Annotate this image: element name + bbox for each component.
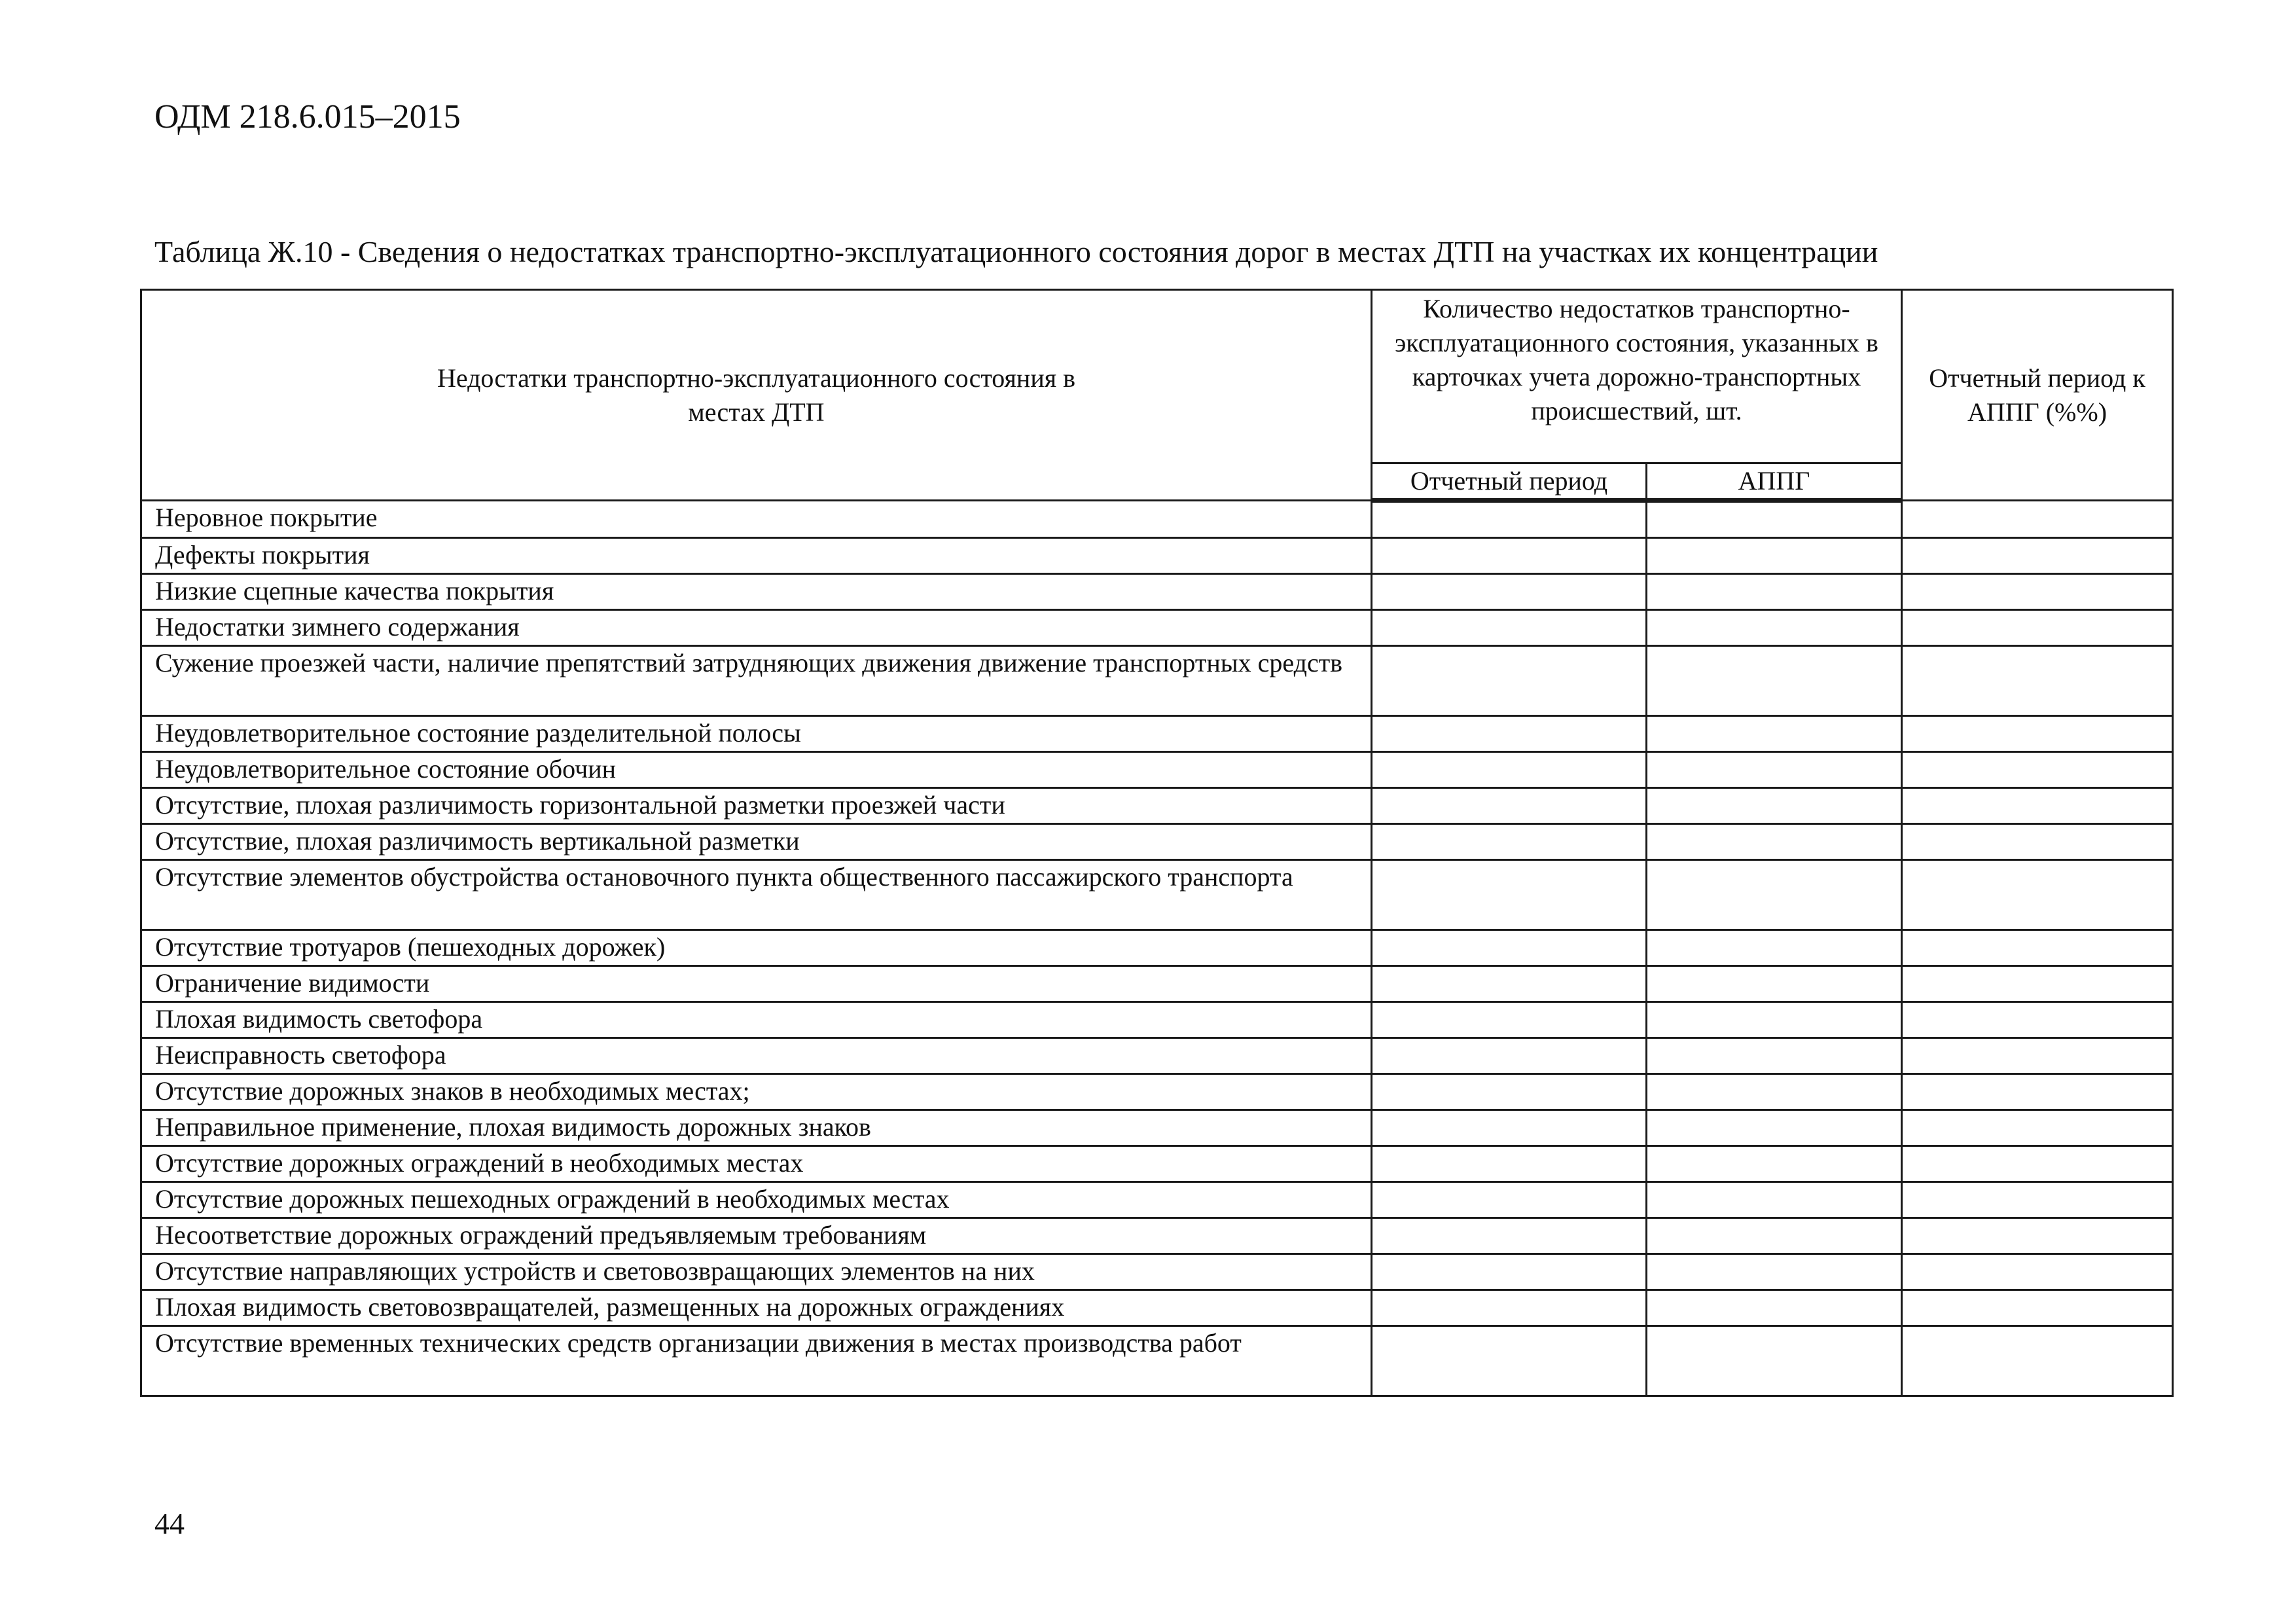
appg-cell	[1647, 538, 1902, 574]
ratio-cell	[1902, 1002, 2173, 1038]
ratio-cell	[1902, 574, 2173, 610]
reporting-period-cell	[1372, 610, 1647, 646]
ratio-cell	[1902, 824, 2173, 860]
ratio-cell	[1902, 788, 2173, 824]
table-row	[141, 1038, 2173, 1074]
deficiency-label-cell: Неисправность светофора	[141, 1038, 1372, 1074]
table-row	[141, 1326, 2173, 1396]
ratio-cell	[1902, 752, 2173, 788]
appg-cell	[1647, 716, 1902, 752]
appg-cell	[1647, 1074, 1902, 1110]
table-row	[141, 538, 2173, 574]
reporting-period-cell	[1372, 1182, 1647, 1218]
header-appg: АППГ	[1647, 463, 1902, 501]
reporting-period-cell	[1372, 501, 1647, 538]
ratio-cell	[1902, 610, 2173, 646]
appg-cell	[1647, 752, 1902, 788]
header-deficiency-count	[1372, 290, 1902, 463]
ratio-cell	[1902, 1254, 2173, 1290]
deficiency-label-cell: Отсутствие, плохая различимость горизонтальной разметки проезжей части	[141, 788, 1372, 824]
appg-cell	[1647, 646, 1902, 716]
reporting-period-cell	[1372, 788, 1647, 824]
deficiency-label-cell: Неправильное применение, плохая видимость дорожных знаков	[141, 1110, 1372, 1146]
table-row	[141, 716, 2173, 752]
table-row	[141, 1110, 2173, 1146]
ratio-cell	[1902, 1218, 2173, 1254]
table-row	[141, 966, 2173, 1002]
page-number: 44	[154, 1507, 185, 1540]
appg-cell	[1647, 788, 1902, 824]
deficiency-label-cell: Сужение проезжей части, наличие препятствий затрудняющих движения движение транспортных средств	[141, 646, 1372, 716]
appg-cell	[1647, 1326, 1902, 1396]
deficiency-label-cell: Плохая видимость световозвращателей, размещенных на дорожных ограждениях	[141, 1290, 1372, 1326]
reporting-period-cell	[1372, 1146, 1647, 1182]
deficiency-label-cell: Отсутствие временных технических средств организации движения в местах производства работ	[141, 1326, 1372, 1396]
reporting-period-cell	[1372, 930, 1647, 966]
ratio-cell	[1902, 860, 2173, 930]
reporting-period-cell	[1372, 1290, 1647, 1326]
deficiency-label-cell: Низкие сцепные качества покрытия	[141, 574, 1372, 610]
ratio-cell	[1902, 716, 2173, 752]
document-code: ОДМ 218.6.015–2015	[154, 98, 461, 135]
ratio-cell	[1902, 538, 2173, 574]
deficiency-label-cell: Отсутствие элементов обустройства остановочного пункта общественного пассажирского транспорта	[141, 860, 1372, 930]
reporting-period-cell	[1372, 538, 1647, 574]
table-row	[141, 501, 2173, 538]
header-deficiency-count-text: Количество недостатков транспортно-эксплуатационного состояния, указанных в карточках учета дорожно-транспортных происшествий, шт.	[1395, 294, 1878, 425]
table-row	[141, 788, 2173, 824]
table-row	[141, 646, 2173, 716]
ratio-cell	[1902, 1038, 2173, 1074]
deficiency-label-cell: Отсутствие дорожных знаков в необходимых местах;	[141, 1074, 1372, 1110]
appg-cell	[1647, 501, 1902, 538]
deficiency-label-cell: Отсутствие тротуаров (пешеходных дорожек)	[141, 930, 1372, 966]
ratio-cell	[1902, 930, 2173, 966]
appg-cell	[1647, 1254, 1902, 1290]
ratio-cell	[1902, 1110, 2173, 1146]
ratio-cell	[1902, 501, 2173, 538]
reporting-period-cell	[1372, 1218, 1647, 1254]
deficiency-label-cell: Ограничение видимости	[141, 966, 1372, 1002]
reporting-period-cell	[1372, 1254, 1647, 1290]
deficiency-label-cell: Недостатки зимнего содержания	[141, 610, 1372, 646]
reporting-period-cell	[1372, 1110, 1647, 1146]
table-row	[141, 1002, 2173, 1038]
reporting-period-cell	[1372, 966, 1647, 1002]
ratio-cell	[1902, 1146, 2173, 1182]
deficiency-label-cell: Отсутствие, плохая различимость вертикальной разметки	[141, 824, 1372, 860]
ratio-cell	[1902, 1074, 2173, 1110]
table-row	[141, 860, 2173, 930]
ratio-cell	[1902, 1182, 2173, 1218]
table-row	[141, 930, 2173, 966]
reporting-period-cell	[1372, 860, 1647, 930]
reporting-period-cell	[1372, 574, 1647, 610]
appg-cell	[1647, 1146, 1902, 1182]
appg-cell	[1647, 574, 1902, 610]
table-row	[141, 1290, 2173, 1326]
table-row	[141, 1146, 2173, 1182]
table-row	[141, 824, 2173, 860]
deficiency-label-cell: Неудовлетворительное состояние разделительной полосы	[141, 716, 1372, 752]
table-row	[141, 610, 2173, 646]
header-ratio	[1902, 290, 2173, 501]
appg-cell	[1647, 1290, 1902, 1326]
reporting-period-cell	[1372, 1074, 1647, 1110]
deficiency-label-cell: Неудовлетворительное состояние обочин	[141, 752, 1372, 788]
appg-cell	[1647, 1038, 1902, 1074]
header-deficiencies-text: Недостатки транспортно-эксплуатационного состояния в местах ДТП	[437, 363, 1076, 427]
reporting-period-cell	[1372, 646, 1647, 716]
deficiency-label-cell: Плохая видимость светофора	[141, 1002, 1372, 1038]
appg-cell	[1647, 930, 1902, 966]
ratio-cell	[1902, 966, 2173, 1002]
table-row	[141, 574, 2173, 610]
table-caption: Таблица Ж.10 - Сведения о недостатках транспортно-эксплуатационного состояния дорог в местах ДТП на участках их концентрации	[154, 235, 1878, 268]
header-deficiencies	[141, 290, 1372, 501]
deficiency-label-cell: Дефекты покрытия	[141, 538, 1372, 574]
table-row	[141, 752, 2173, 788]
appg-cell	[1647, 860, 1902, 930]
ratio-cell	[1902, 1290, 2173, 1326]
reporting-period-cell	[1372, 1038, 1647, 1074]
table-row	[141, 1182, 2173, 1218]
table-row	[141, 1218, 2173, 1254]
header-reporting-period: Отчетный период	[1372, 463, 1647, 501]
ratio-cell	[1902, 646, 2173, 716]
deficiencies-table	[140, 289, 2174, 1397]
table-row	[141, 1074, 2173, 1110]
reporting-period-cell	[1372, 752, 1647, 788]
ratio-cell	[1902, 1326, 2173, 1396]
appg-cell	[1647, 1110, 1902, 1146]
appg-cell	[1647, 1002, 1902, 1038]
header-ratio-text: Отчетный период к АППГ (%%)	[1929, 363, 2145, 427]
reporting-period-cell	[1372, 1002, 1647, 1038]
reporting-period-cell	[1372, 716, 1647, 752]
deficiency-label-cell: Несоответствие дорожных ограждений предъявляемым требованиям	[141, 1218, 1372, 1254]
table-row	[141, 1254, 2173, 1290]
appg-cell	[1647, 1218, 1902, 1254]
reporting-period-cell	[1372, 1326, 1647, 1396]
appg-cell	[1647, 966, 1902, 1002]
reporting-period-cell	[1372, 824, 1647, 860]
deficiency-label-cell: Отсутствие дорожных пешеходных ограждений в необходимых местах	[141, 1182, 1372, 1218]
deficiency-label-cell: Отсутствие направляющих устройств и световозвращающих элементов на них	[141, 1254, 1372, 1290]
deficiency-label-cell: Неровное покрытие	[141, 501, 1372, 538]
appg-cell	[1647, 1182, 1902, 1218]
deficiency-label-cell: Отсутствие дорожных ограждений в необходимых местах	[141, 1146, 1372, 1182]
appg-cell	[1647, 824, 1902, 860]
appg-cell	[1647, 610, 1902, 646]
